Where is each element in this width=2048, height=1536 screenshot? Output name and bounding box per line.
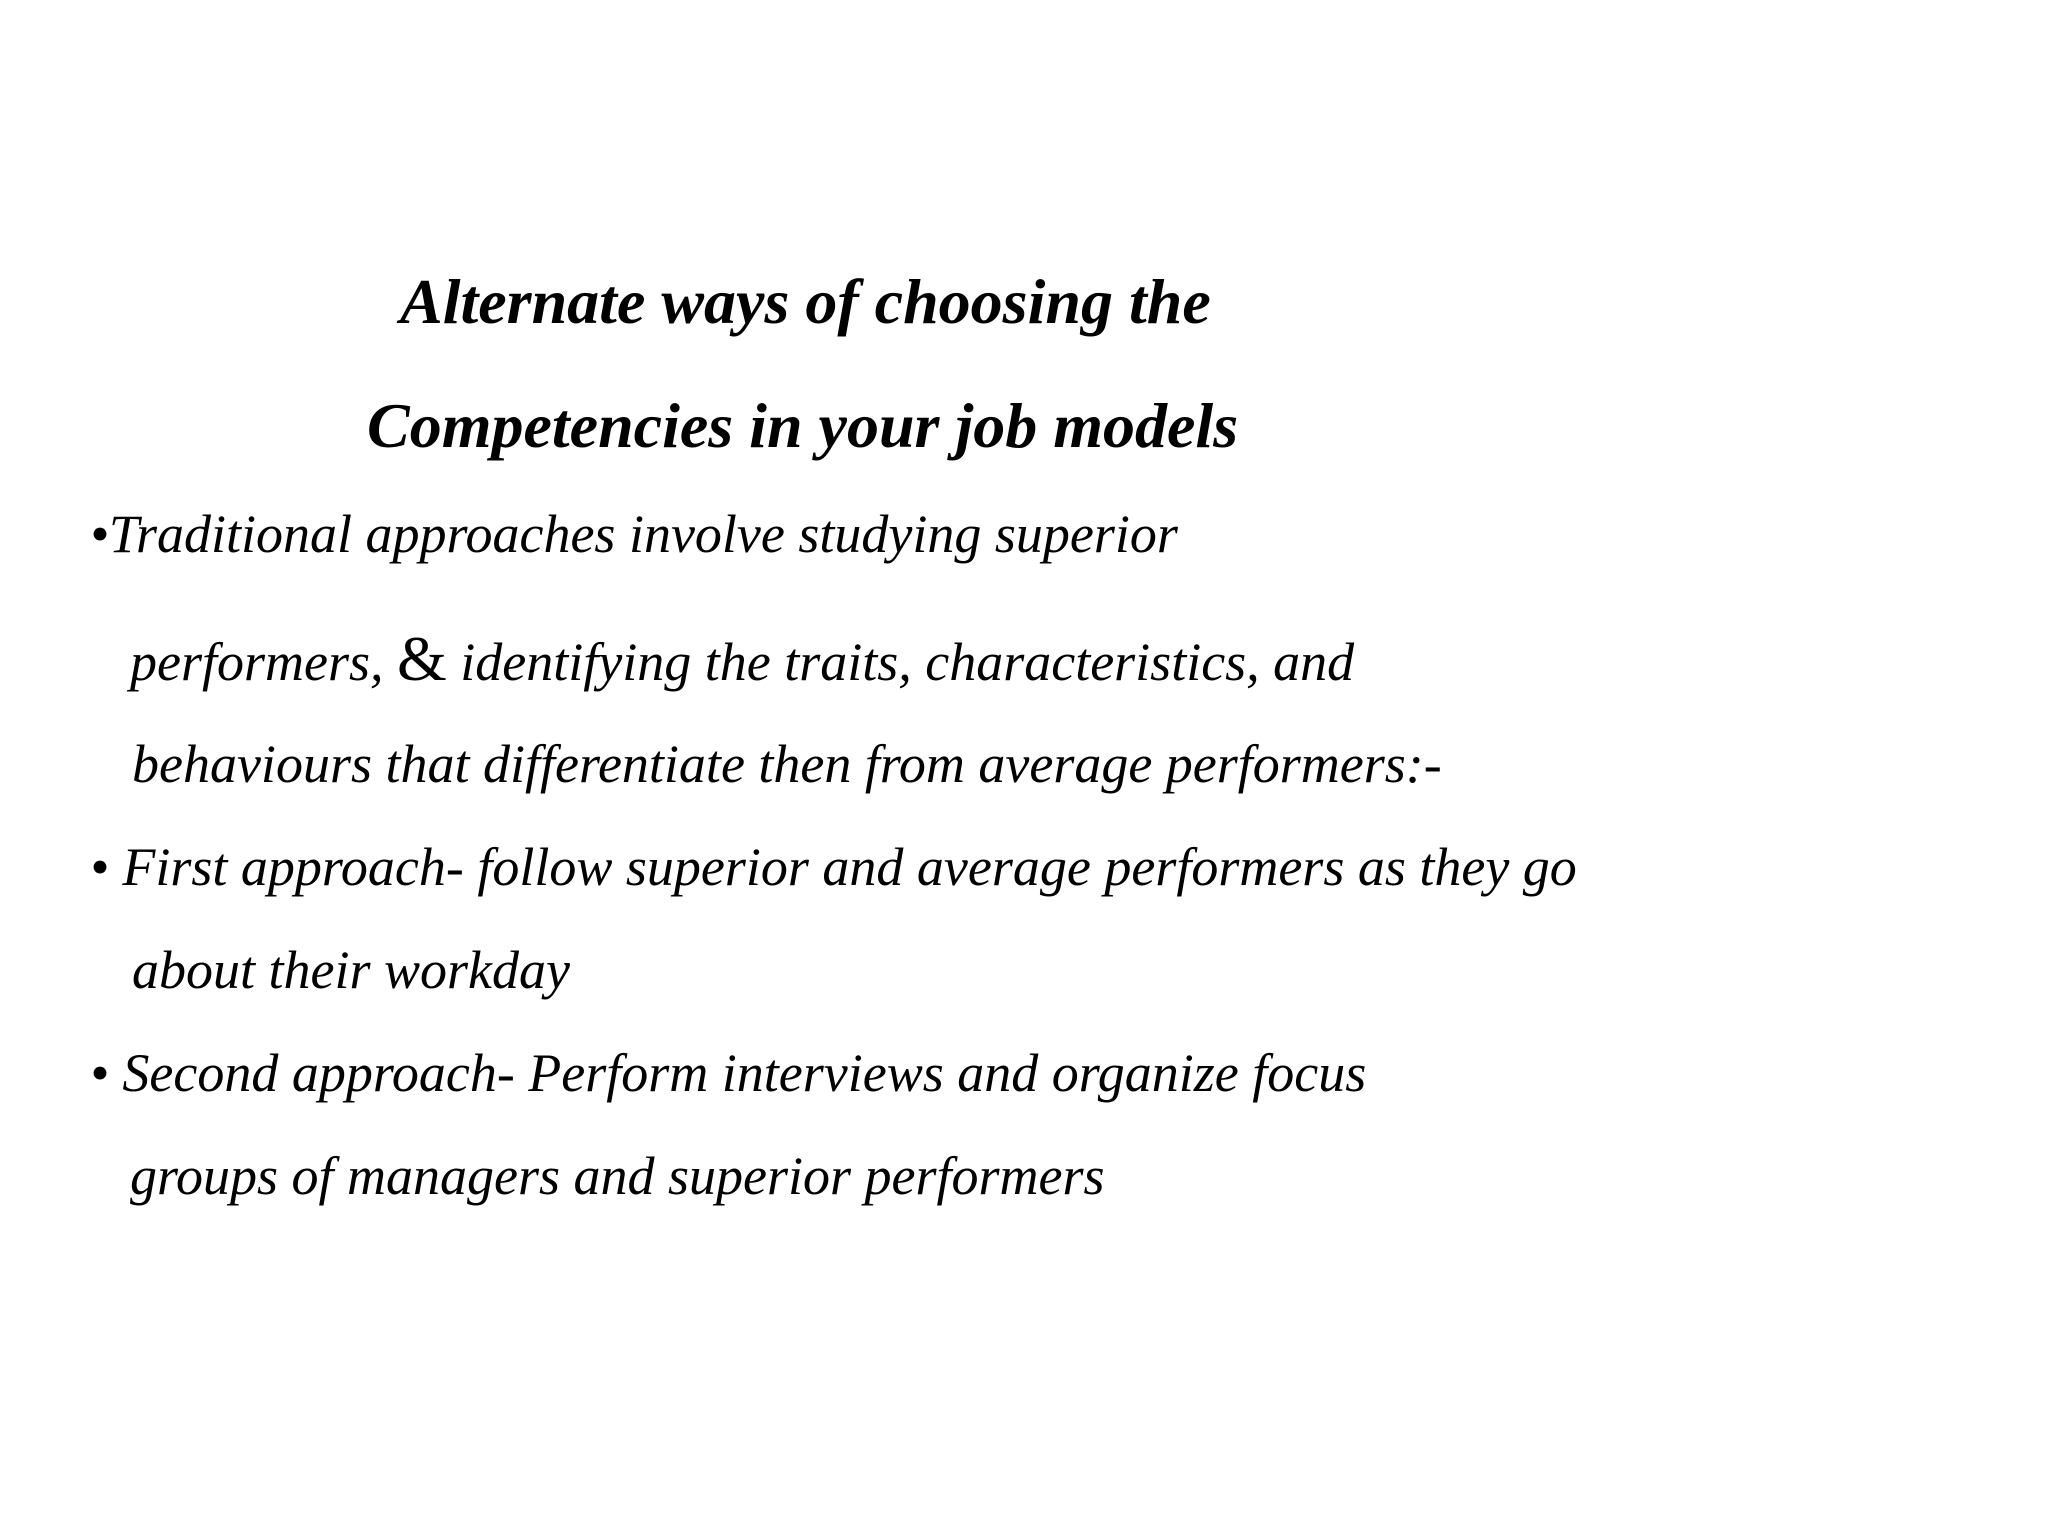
slide-title-line-2: Competencies in your job models	[367, 390, 1239, 461]
bullet-traditional-approaches-continued	[130, 623, 1355, 694]
bullet-first-approach-continued: about their workday	[132, 940, 570, 1000]
bullet-second-approach-continued: groups of managers and superior performers	[130, 1146, 1105, 1206]
bullet-second-approach: • Second approach- Perform interviews and organize focus	[90, 1043, 1367, 1103]
line-text-before-ampersand: performers,	[130, 632, 397, 692]
slide-title-line-1: Alternate ways of choosing the	[400, 266, 1211, 337]
line-text-after-ampersand: identifying the traits, characteristics, and	[446, 632, 1355, 692]
bullet-first-approach: • First approach- follow superior and average performers as they go	[90, 837, 1577, 897]
ampersand: &	[397, 623, 447, 694]
bullet-traditional-approaches-end: behaviours that differentiate then from average performers:-	[132, 734, 1442, 794]
bullet-traditional-approaches: •Traditional approaches involve studying superior	[90, 504, 1178, 564]
